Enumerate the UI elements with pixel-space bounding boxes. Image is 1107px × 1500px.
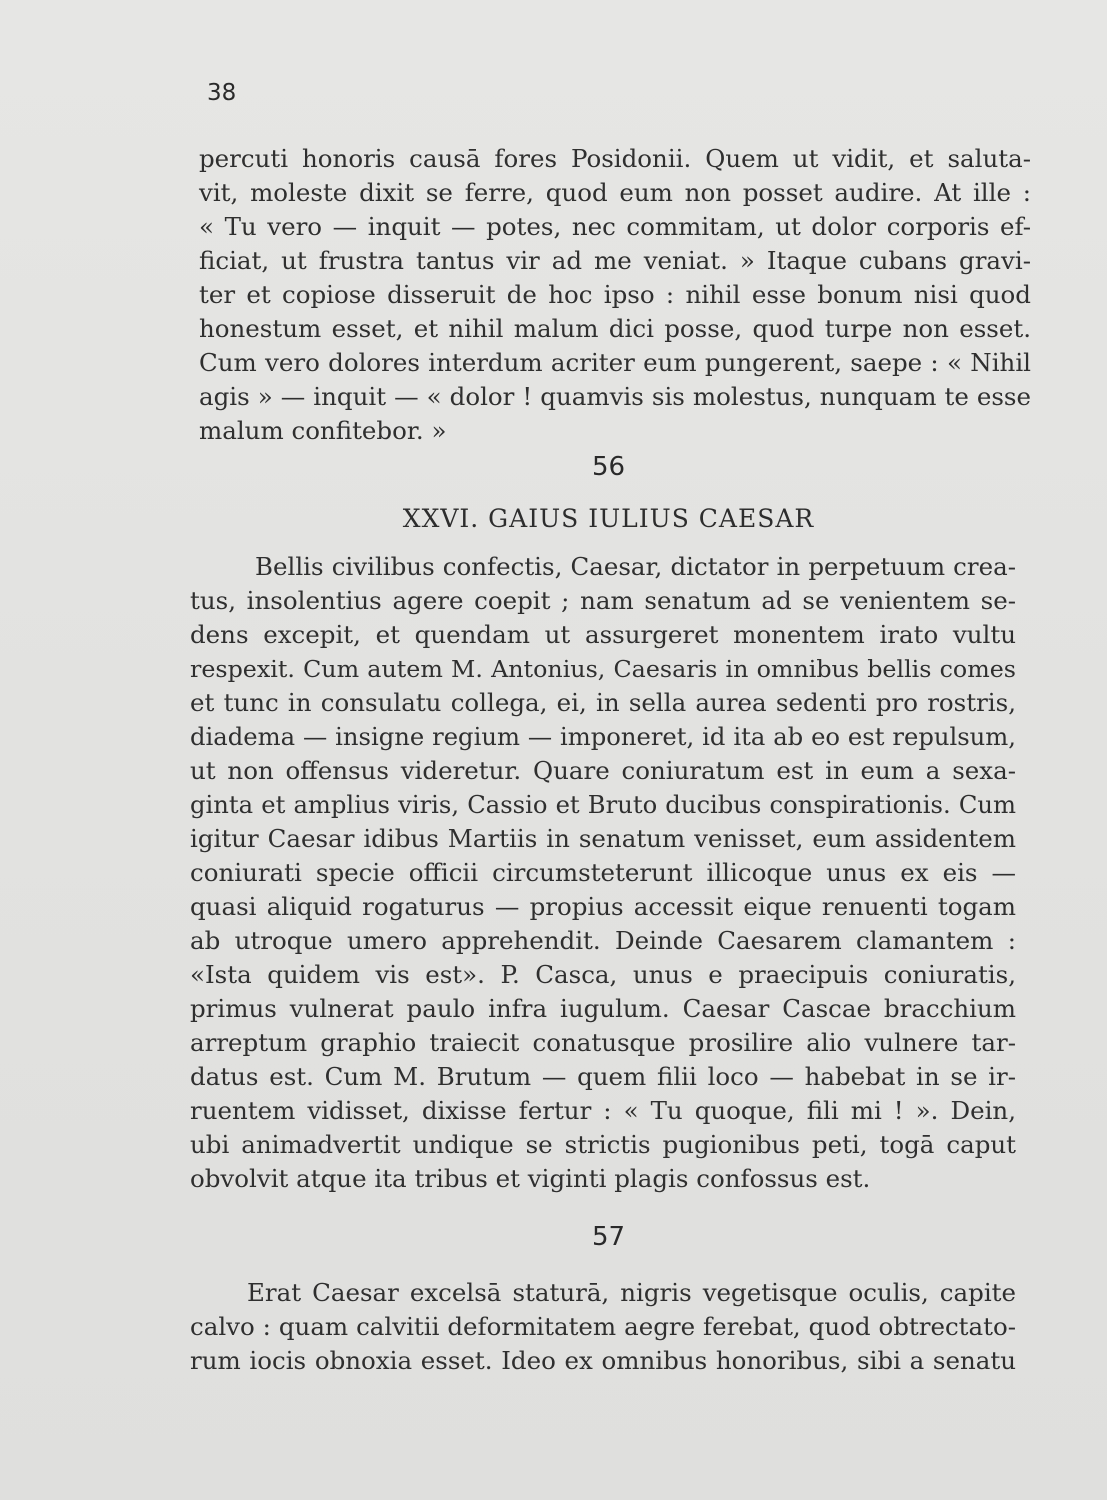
text-line: «Ista quidem vis est». P. Casca, unus e praecipuis coniuratis, <box>190 960 1016 989</box>
text-line: honestum esset, et nihil malum dici posse, quod turpe non esset. <box>199 314 1031 343</box>
text-line: agis » — inquit — « dolor ! quamvis sis molestus, nunquam te esse <box>199 382 1031 411</box>
text-line: ut non offensus videretur. Quare coniuratum est in eum a sexa- <box>190 756 1016 785</box>
text-line: ter et copiose disseruit de hoc ipso : nihil esse bonum nisi quod <box>199 280 1031 309</box>
text-line: respexit. Cum autem M. Antonius, Caesaris in omnibus bellis comes <box>190 655 1016 683</box>
text-line: « Tu vero — inquit — potes, nec commitam, ut dolor corporis ef- <box>199 212 1031 241</box>
text-line: arreptum graphio traiecit conatusque prosilire alio vulnere tar- <box>190 1028 1016 1057</box>
text-line: ruentem vidisset, dixisse fertur : « Tu quoque, fili mi ! ». Dein, <box>190 1096 1016 1125</box>
paragraph-continuation <box>199 142 1031 452</box>
section-number: 57 <box>591 1222 626 1252</box>
text-line: malum confitebor. » <box>199 416 447 445</box>
text-line: Erat Caesar excelsā staturā, nigris vegetisque oculis, capite <box>247 1278 1016 1307</box>
chapter-heading: XXVI. GAIUS IULIUS CAESAR <box>402 504 815 533</box>
text-line: coniurati specie officii circumsteterunt illicoque unus ex eis — <box>190 858 1016 887</box>
paragraph-caesar <box>190 550 1016 1200</box>
page-number: 38 <box>207 80 237 106</box>
text-line: ginta et amplius viris, Cassio et Bruto ducibus conspirationis. Cum <box>190 790 1016 819</box>
text-line: diadema — insigne regium — imponeret, id ita ab eo est repulsum, <box>190 722 1016 751</box>
text-line: tus, insolentius agere coepit ; nam senatum ad se venientem se- <box>190 586 1016 615</box>
text-line: vit, moleste dixit se ferre, quod eum non posset audire. At ille : <box>199 178 1031 207</box>
text-line: igitur Caesar idibus Martiis in senatum venisset, eum assidentem <box>190 824 1016 853</box>
paragraph-caesar-appearance <box>190 1276 1016 1386</box>
text-line: ab utroque umero apprehendit. Deinde Caesarem clamantem : <box>190 926 1016 955</box>
text-line: ficiat, ut frustra tantus vir ad me veniat. » Itaque cubans gravi- <box>199 246 1031 275</box>
text-line: dens excepit, et quendam ut assurgeret monentem irato vultu <box>190 620 1016 649</box>
text-line: obvolvit atque ita tribus et viginti plagis confossus est. <box>190 1164 871 1193</box>
text-line: ubi animadvertit undique se strictis pugionibus peti, togā caput <box>190 1130 1016 1159</box>
text-line: Bellis civilibus confectis, Caesar, dictator in perpetuum crea- <box>255 552 1016 581</box>
text-line: percuti honoris causā fores Posidonii. Quem ut vidit, et saluta- <box>199 144 1031 173</box>
text-line: rum iocis obnoxia esset. Ideo ex omnibus honoribus, sibi a senatu <box>190 1346 1016 1375</box>
text-line: Cum vero dolores interdum acriter eum pungerent, saepe : « Nihil <box>199 348 1031 377</box>
text-line: quasi aliquid rogaturus — propius accessit eique renuenti togam <box>190 892 1016 921</box>
section-number: 56 <box>591 452 626 482</box>
text-line: calvo : quam calvitii deformitatem aegre ferebat, quod obtrectato- <box>190 1312 1016 1341</box>
text-line: primus vulnerat paulo infra iugulum. Caesar Cascae bracchium <box>190 994 1016 1023</box>
text-line: et tunc in consulatu collega, ei, in sella aurea sedenti pro rostris, <box>190 688 1016 717</box>
text-line: datus est. Cum M. Brutum — quem filii loco — habebat in se ir- <box>190 1062 1016 1091</box>
